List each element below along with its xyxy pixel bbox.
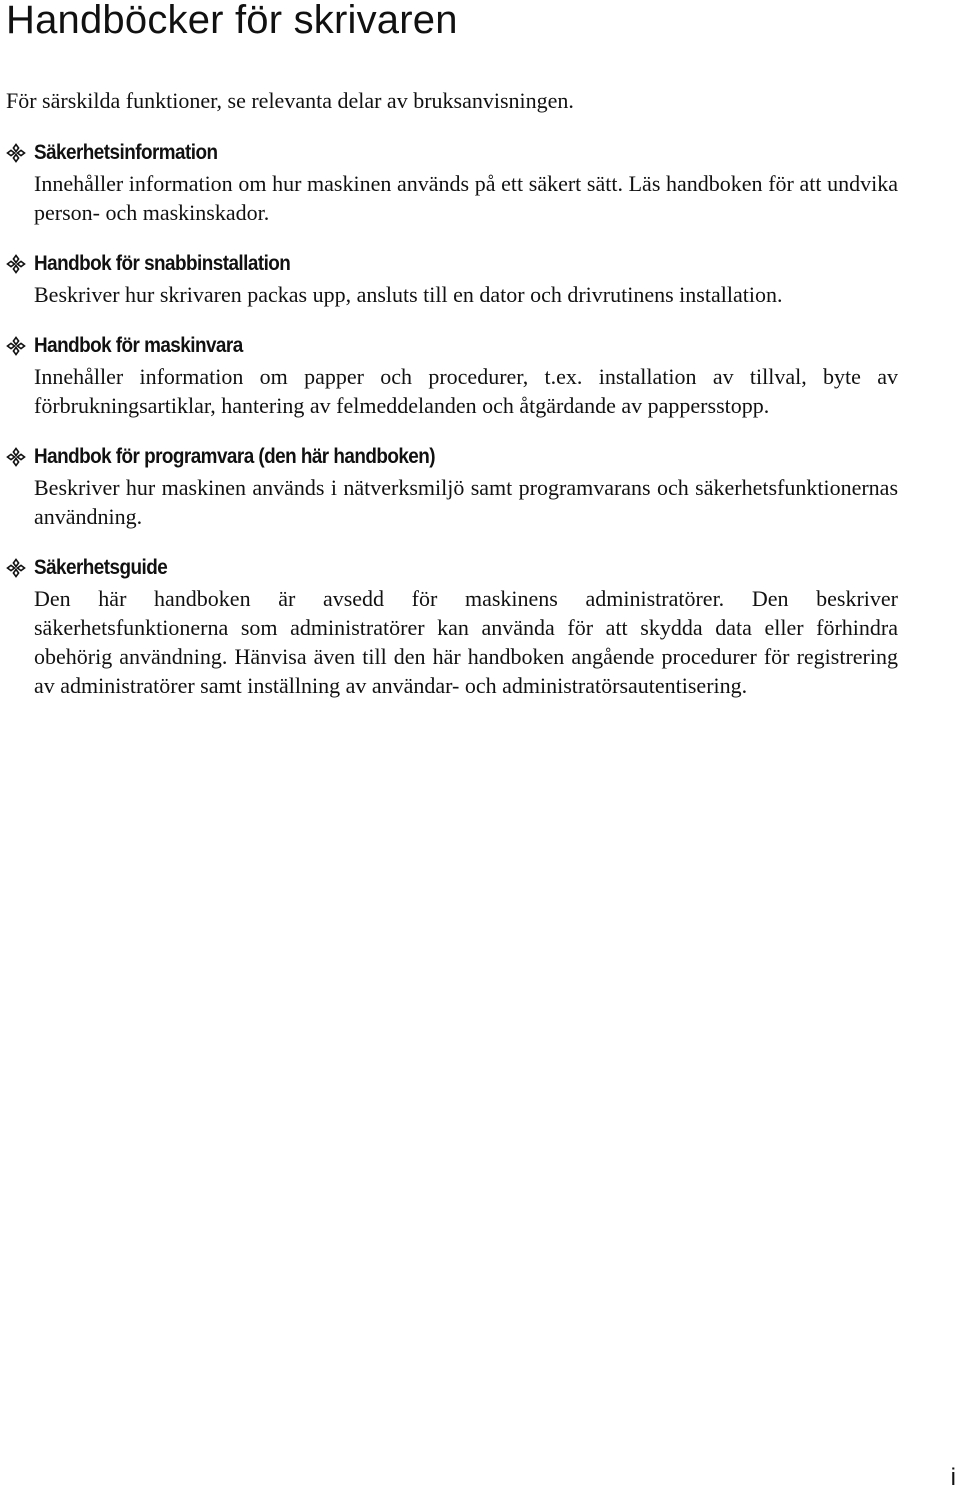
manual-item-description: Innehåller information om hur maskinen används på ett säkert sätt. Läs handboken för att undvika person- och maskinskador. (34, 171, 898, 225)
diamond-bullet-icon (6, 558, 26, 578)
manual-item-title: Säkerhetsguide (34, 556, 168, 579)
diamond-bullet-icon (6, 336, 26, 356)
manual-item-heading (34, 138, 906, 167)
manual-item-heading (34, 553, 906, 582)
manual-item-heading (34, 249, 906, 278)
manual-item-sakerhetsguide (6, 553, 906, 700)
diamond-bullet-icon (6, 143, 26, 163)
manual-item-description: Innehåller information om papper och procedurer, t.ex. installation av tillval, byte av förbrukningsartiklar, hantering av felmeddelanden och åtgärdande av pappersstopp. (34, 364, 898, 418)
page-number: i (950, 1464, 956, 1491)
page-title: Handböcker för skrivaren (6, 0, 458, 42)
manual-item-description: Den här handboken är avsedd för maskinens administratörer. Den beskriver säkerhetsfunktionerna som administratörer kan använda för att skydda data eller förhindra obehörig användning. Hänvisa även till den här handboken angående procedurer för registrering av administratörer samt inställning av användar- och administratörsautentisering. (34, 586, 898, 698)
manual-item-maskinvara (6, 331, 906, 420)
manual-item-title: Handbok för snabbinstallation (34, 252, 291, 275)
manual-item-sakerhetsinformation (6, 138, 906, 227)
manual-list (6, 138, 906, 722)
manual-item-description: Beskriver hur skrivaren packas upp, ansluts till en dator och drivrutinens installation. (34, 282, 783, 307)
manual-item-description: Beskriver hur maskinen används i nätverksmiljö samt programvarans och säkerhetsfunktionernas användning. (34, 475, 898, 529)
manual-item-snabbinstallation (6, 249, 906, 309)
intro-text: För särskilda funktioner, se relevanta delar av bruksanvisningen. (6, 88, 574, 113)
manual-item-title: Säkerhetsinformation (34, 141, 218, 164)
manual-item-title: Handbok för programvara (den här handboken) (34, 445, 436, 468)
manual-item-title: Handbok för maskinvara (34, 334, 243, 357)
diamond-bullet-icon (6, 254, 26, 274)
manual-item-heading (34, 331, 906, 360)
manual-item-programvara (6, 442, 906, 531)
diamond-bullet-icon (6, 447, 26, 467)
manual-item-heading (34, 442, 906, 471)
